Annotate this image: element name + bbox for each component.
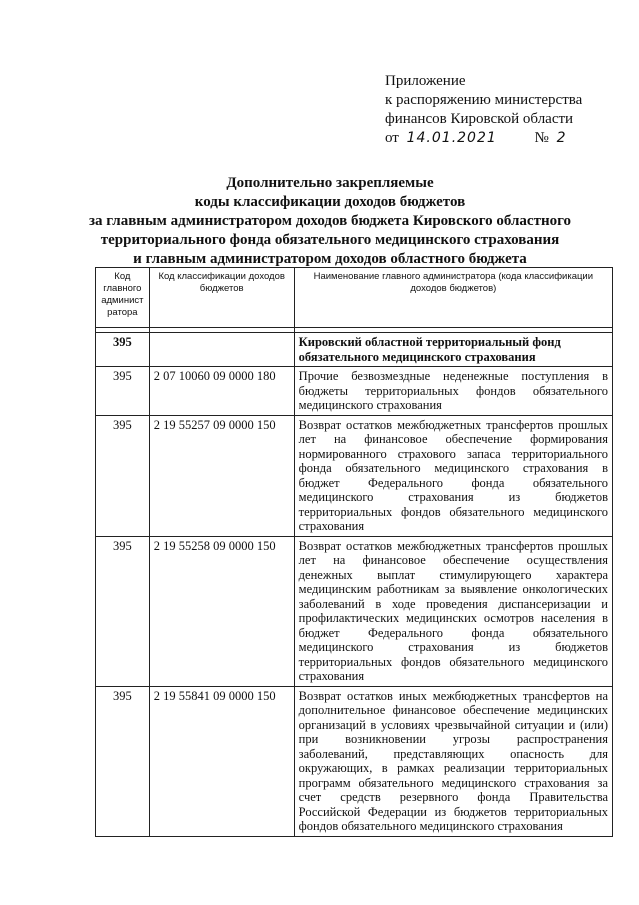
group-admin-code: 395 xyxy=(96,333,150,367)
header-admin-code: Код главного админист ратора xyxy=(96,268,150,328)
number-sign: № xyxy=(534,130,549,146)
row-name: Возврат остатков межбюджетных трансфертов прошлых лет на финансовое обеспечение осуществления денежных выплат стимулирующего характера медицинским работникам за выявление онкологических заболеваний в ходе проведения диспансеризации и профилактических медицинских осмотров населения в бюджет Федерального фонда обязательного медицинского страхования из бюджетов территориальных фондов обязательного медицинского страхования xyxy=(294,536,612,686)
row-classification-code: 2 07 10060 09 0000 180 xyxy=(149,367,294,416)
group-empty-cell xyxy=(149,333,294,367)
row-admin-code: 395 xyxy=(96,415,150,536)
table-row xyxy=(96,536,613,686)
row-admin-code: 395 xyxy=(96,686,150,836)
table-row xyxy=(96,367,613,416)
date-prefix: от xyxy=(385,130,399,146)
group-name: Кировский областной территориальный фонд обязательного медицинского страхования xyxy=(294,333,612,367)
document-title xyxy=(60,174,600,269)
row-classification-code: 2 19 55841 09 0000 150 xyxy=(149,686,294,836)
appendix-line-1: Приложение xyxy=(385,73,466,89)
handwritten-number: 2 xyxy=(556,130,567,146)
header-name: Наименование главного администратора (кода классификации доходов бюджетов) xyxy=(294,268,612,328)
codes-table xyxy=(95,267,613,837)
row-classification-code: 2 19 55258 09 0000 150 xyxy=(149,536,294,686)
title-line-1: Дополнительно закрепляемые xyxy=(226,175,434,191)
title-line-5: и главным администратором доходов областного бюджета xyxy=(133,251,527,267)
row-name: Возврат остатков межбюджетных трансфертов прошлых лет на финансовое обеспечение формирования нормированного страхового запаса территориального фонда обязательного медицинского страхования в бюджет Федерального фонда обязательного медицинского страхования из бюджетов территориальных фондов обязательного медицинского страхования xyxy=(294,415,612,536)
appendix-line-2: к распоряжению министерства xyxy=(385,92,583,108)
row-classification-code: 2 19 55257 09 0000 150 xyxy=(149,415,294,536)
appendix-line-3: финансов Кировской области xyxy=(385,111,574,127)
title-line-3: за главным администратором доходов бюджета Кировского областного xyxy=(88,213,572,229)
header-classification-code: Код классификации доходов бюджетов xyxy=(149,268,294,328)
row-name: Прочие безвозмездные неденежные поступления в бюджеты территориальных фондов обязательного медицинского страхования xyxy=(294,367,612,416)
handwritten-date: 14.01.2021 xyxy=(406,130,497,146)
table-row xyxy=(96,686,613,836)
appendix-date-line xyxy=(385,129,582,148)
table-row xyxy=(96,415,613,536)
row-admin-code: 395 xyxy=(96,367,150,416)
title-line-2: коды классификации доходов бюджетов xyxy=(194,194,466,210)
row-name: Возврат остатков иных межбюджетных трансфертов на дополнительное финансовое обеспечение медицинских организаций в условиях чрезвычайной ситуации и (или) при возникновении угрозы распространения заболеваний, представляющих опасность для окружающих, в рамках реализации территориальных программ обязательного медицинского страхования за счет средств резервного фонда Правительства Российской Федерации из бюджетов территориальных фондов обязательного медицинского страхования xyxy=(294,686,612,836)
table-header-row xyxy=(96,268,613,328)
row-admin-code: 395 xyxy=(96,536,150,686)
title-line-4: территориального фонда обязательного медицинского страхования xyxy=(100,232,560,248)
appendix-block xyxy=(385,72,582,148)
table-group-row xyxy=(96,333,613,367)
